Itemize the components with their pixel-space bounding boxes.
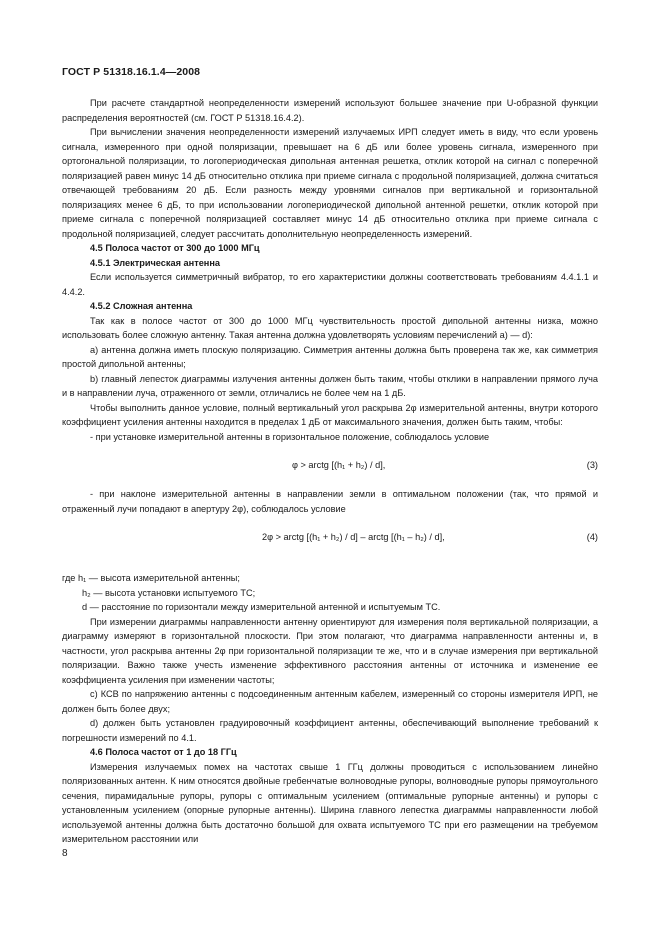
formula-4-number: (4) [586, 532, 598, 542]
where-h2: h₂ — высота установки испытуемого ТС; [82, 587, 256, 598]
paragraph: Так как в полосе частот от 300 до 1000 МГц чувствительность простой дипольной антенны низка, можно использовать более сложную антенну. Такая антенна должна удовлетворять условиям перечислений а) — d): [62, 315, 598, 340]
where-d: d — расстояние по горизонтали между измерительной антенной и испытуемым ТС. [82, 602, 441, 612]
section-heading-4-5-2: 4.5.2 Сложная антенна [90, 301, 193, 311]
list-item-c: c) КСВ по напряжению антенны с подсоединенным антенным кабелем, измеренный со стороны измерителя ИРП, не должен быть более двух; [62, 689, 598, 714]
formula-3-expression: φ > arctg [(h₁ + h₂) / d], [292, 460, 386, 470]
formula-3-number: (3) [586, 460, 598, 470]
section-heading-4-6: 4.6 Полоса частот от 1 до 18 ГГц [90, 747, 237, 757]
section-heading-4-5: 4.5 Полоса частот от 300 до 1000 МГц [90, 243, 260, 253]
document-header: ГОСТ Р 51318.16.1.4—2008 [62, 66, 201, 78]
page-number: 8 [62, 848, 68, 859]
paragraph: При измерении диаграммы направленности антенну ориентируют для измерения поля вертикальной поляризации, а диаграмму измеряют в горизонтальной плоскости. При этом полагают, что диаграмма направленности антенны и, в частности, угол раскрыва антенны 2φ при горизонтальной поляризации те же, что и в случае измерения при вертикальной поляризации. Важно также учесть изменение эффективного расстояния антенны от источника и изменение ее коэффициента усиления при изменении частоты; [62, 616, 598, 685]
paragraph: Измерения излучаемых помех на частотах свыше 1 ГГц должны проводиться с использованием линейно поляризованных антенн. К ним относятся двойные гребенчатые волноводные рупоры, волноводные рупоры прямоугольного сечения, пирамидальные рупоры, рупоры с оптимальным усилением (оптимальные рупорные антенны) и рупоры с установленным усилением (опорные рупорные антенны). Ширина главного лепестка диаграммы направленности любой используемой антенны должна быть достаточно большой для охвата испытуемого ТС при его размещении на требуемом измерительном расстоянии или [62, 761, 598, 844]
list-item-a: a) антенна должна иметь плоскую поляризацию. Симметрия антенны должна быть проверена так же, как симметрия простой дипольной антенны; [62, 344, 598, 369]
formula-4 [62, 530, 598, 545]
paragraph: При вычислении значения неопределенности измерений излучаемых ИРП следует иметь в виду, что если уровень сигнала, измеренного при одной поляризации, превышает на 6 дБ или более уровень сигнала, измеренного при ортогональной поляризации, то логопериодическая дипольная антенная решетка, отклик которой на сигнал с поперечной поляризацией равен минус 14 дБ относительно отклика при приеме сигнала с продольной поляризацией, должна считаться отвечающей требованиям 20 дБ. Если разность между уровнями сигналов при вертикальной и горизонтальной поляризациях менее 6 дБ, то при использовании логопериодической дипольной антенной решетки, отклик которой при приеме сигнала с поперечной поляризацией составляет минус 14 дБ относительно отклика при приеме сигнала с продольной поляризацией, следует рассчитать дополнительную неопределенность измерений. [62, 127, 598, 239]
paragraph: - при установке измерительной антенны в горизонтальное положение, соблюдалось условие [90, 431, 490, 442]
paragraph: Чтобы выполнить данное условие, полный вертикальный угол раскрыва 2φ измерительной антенны, внутри которого коэффициент усиления антенны находится в пределах 1 дБ от максимального значения, должен быть таким, чтобы: [62, 402, 598, 427]
paragraph: При расчете стандартной неопределенности измерений используют большее значение при U-образной функции распределения вероятностей (см. ГОСТ Р 51318.16.4.2). [62, 98, 598, 123]
paragraph: - при наклоне измерительной антенны в направлении земли в оптимальном положении (так, что прямой и отраженный лучи попадают в апертуру 2φ), соблюдалось условие [62, 489, 598, 514]
formula-3 [62, 458, 598, 473]
paragraph: Если используется симметричный вибратор, то его характеристики должны соответствовать требованиям 4.4.1.1 и 4.4.2. [62, 272, 598, 297]
document-body [62, 96, 598, 847]
formula-4-expression: 2φ > arctg [(h₁ + h₂) / d] – arctg [(h₁ – h₂) / d], [262, 532, 445, 542]
where-h1: где h₁ — высота измерительной антенны; [62, 573, 240, 583]
list-item-d: d) должен быть установлен градуировочный коэффициент антенны, обеспечивающий выполнение требований к погрешности измерений по 4.1. [62, 718, 598, 743]
list-item-b: b) главный лепесток диаграммы излучения антенны должен быть таким, чтобы отклики в направлении прямого луча и в направлении луча, отраженного от земли, отличались не более чем на 1 дБ. [62, 373, 598, 398]
section-heading-4-5-1: 4.5.1 Электрическая антенна [90, 257, 221, 268]
